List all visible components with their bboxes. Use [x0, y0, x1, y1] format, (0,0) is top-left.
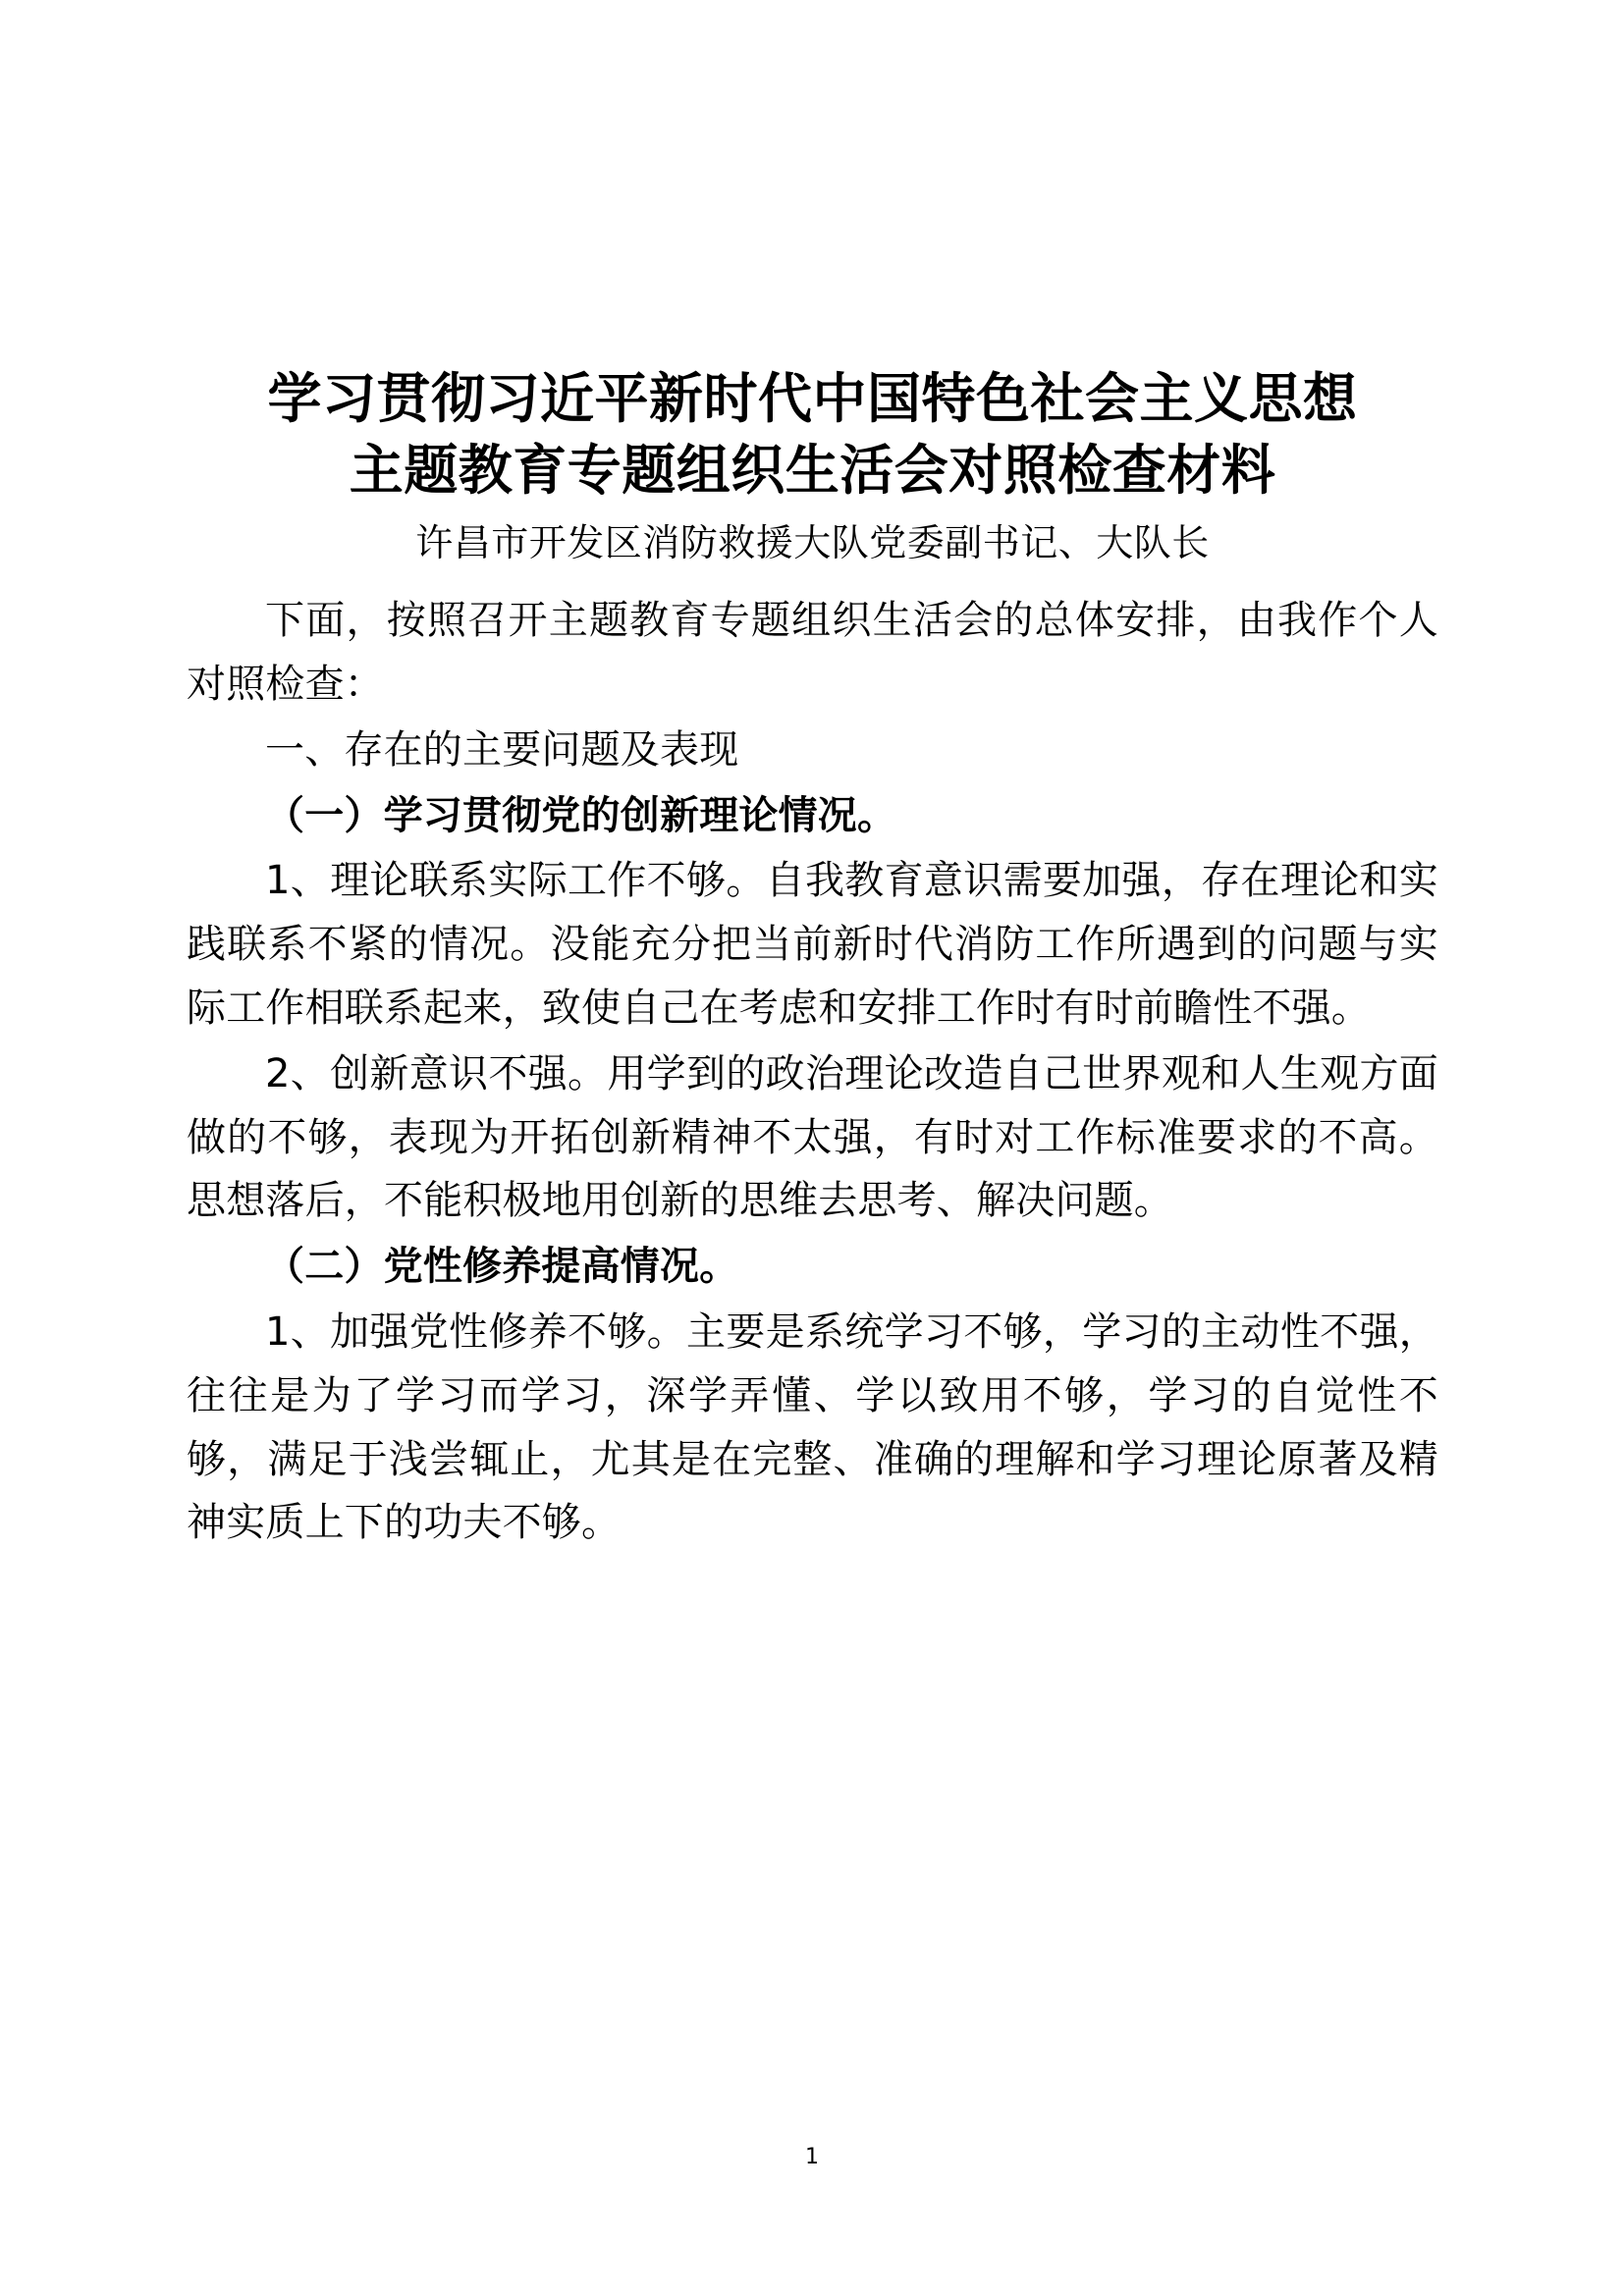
paragraph-item-1-1: 1、理论联系实际工作不够。自我教育意识需要加强，存在理论和实践联系不紧的情况。没能充分把当前新时代消防工作所遇到的问题与实际工作相联系起来，致使自己在考虑和安排工作时有时前瞻性不强。: [187, 858, 1438, 1031]
paragraph-intro: 下面，按照召开主题教育专题组织生活会的总体安排，由我作个人对照检查：: [187, 598, 1438, 707]
subsection-heading-two: （二）党性修养提高情况。: [265, 1244, 739, 1290]
page-number: 1: [805, 2145, 819, 2169]
page-title-line-2: 主题教育专题组织生活会对照检查材料: [349, 438, 1276, 502]
paragraph-item-1-2: 2、创新意识不强。用学到的政治理论改造自己世界观和人生观方面做的不够，表现为开拓创新精神不太强，有时对工作标准要求的不高。思想落后，不能积极地用创新的思维去思考、解决问题。: [187, 1050, 1438, 1224]
subsection-heading-one: （一）学习贯彻党的创新理论情况。: [265, 792, 897, 838]
page-title: [187, 363, 1438, 506]
document-body: [187, 363, 1438, 1557]
paragraph-item-2-1: 1、加强党性修养不够。主要是系统学习不够，学习的主动性不强，往往是为了学习而学习，深学弄懂、学以致用不够，学习的自觉性不够，满足于浅尝辄止，尤其是在完整、准确的理解和学习理论原著及精神实质上下的功夫不够。: [187, 1308, 1438, 1546]
section-heading-one: 一、存在的主要问题及表现: [265, 726, 739, 773]
page-title-line-1: 学习贯彻习近平新时代中国特色社会主义思想: [267, 367, 1358, 430]
document-subtitle: 许昌市开发区消防救援大队党委副书记、大队长: [415, 521, 1210, 565]
